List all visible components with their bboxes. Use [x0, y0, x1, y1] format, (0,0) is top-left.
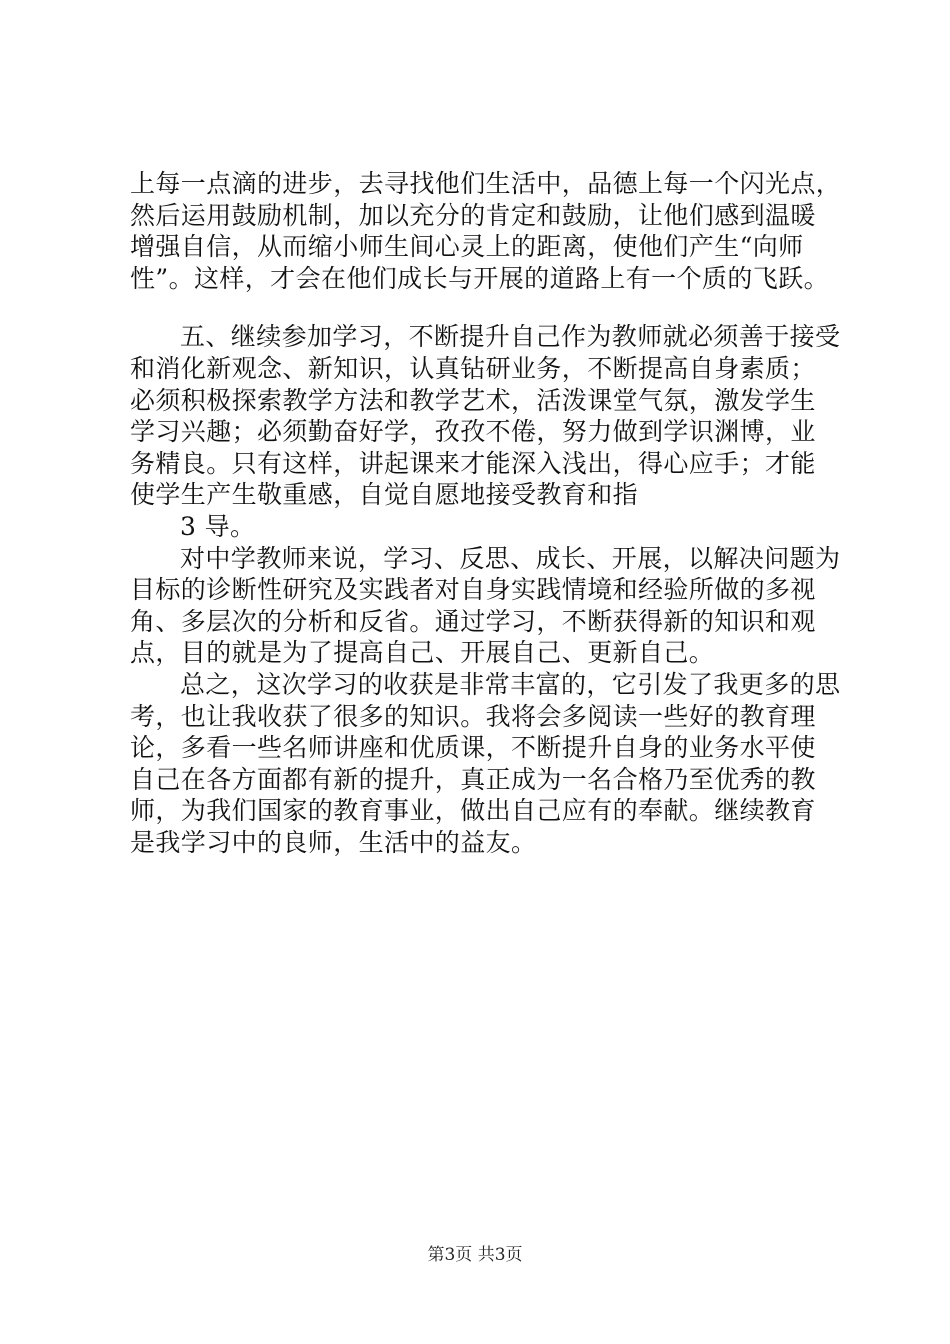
- page-footer: [0, 1244, 950, 1266]
- paragraph-line: 总之，这次学习的收获是非常丰富的，它引发了我更多的思: [180, 669, 841, 699]
- paragraph-line: 论，多看一些名师讲座和优质课，不断提升自身的业务水平使: [130, 733, 816, 763]
- paragraph-line: 点，目的就是为了提高自己、开展自己、更新自己。: [130, 638, 715, 668]
- paragraph-line: 五、继续参加学习，不断提升自己作为教师就必须善于接受: [180, 322, 841, 352]
- paragraph-line: 是我学习中的良师，生活中的益友。: [130, 827, 537, 857]
- document-body: [130, 168, 842, 858]
- paragraph-line: 对中学教师来说，学习、反思、成长、开展，以解决问题为: [180, 543, 841, 573]
- paragraph-line: 上每一点滴的进步，去寻找他们生活中，品德上每一个闪光点，: [130, 169, 842, 198]
- paragraph-line: 然后运用鼓励机制，加以充分的肯定和鼓励，让他们感到温暖: [130, 200, 816, 230]
- paragraph-2: [130, 321, 841, 542]
- paragraph-3: [130, 543, 841, 669]
- paragraph-line: 3 导。: [180, 511, 256, 541]
- paragraph-line: 师，为我们国家的教育事业，做出自己应有的奉献。继续教育: [130, 796, 816, 826]
- paragraph-line: 考，也让我收获了很多的知识。我将会多阅读一些好的教育理: [130, 701, 816, 731]
- paragraph-line: 使学生产生敬重感，自觉自愿地接受教育和指: [130, 480, 639, 510]
- paragraph-line: 必须积极探索教学方法和教学艺术，活泼课堂气氛，激发学生: [130, 385, 816, 415]
- paragraph-4: [130, 669, 841, 859]
- paragraph-line: 学习兴趣；必须勤奋好学，孜孜不倦，努力做到学识渊博，业: [130, 417, 816, 447]
- paragraph-line: 角、多层次的分析和反省。通过学习，不断获得新的知识和观: [130, 606, 816, 636]
- paragraph-line: 和消化新观念、新知识，认真钻研业务，不断提高自身素质；: [130, 353, 816, 383]
- page-number-label: 第3页 共3页: [427, 1245, 523, 1265]
- paragraph-line: 增强自信，从而缩小师生间心灵上的距离，使他们产生“向师: [130, 232, 804, 262]
- paragraph-line: 目标的诊断性研究及实践者对自身实践情境和经验所做的多视: [130, 575, 816, 605]
- paragraph-line: 性”。这样，才会在他们成长与开展的道路上有一个质的飞跃。: [130, 263, 829, 293]
- paragraph-spacer: [130, 294, 830, 321]
- paragraph-1: [130, 168, 842, 294]
- paragraph-line: 务精良。只有这样，讲起课来才能深入浅出，得心应手；才能: [130, 448, 816, 478]
- paragraph-line: 自己在各方面都有新的提升，真正成为一名合格乃至优秀的教: [130, 764, 816, 794]
